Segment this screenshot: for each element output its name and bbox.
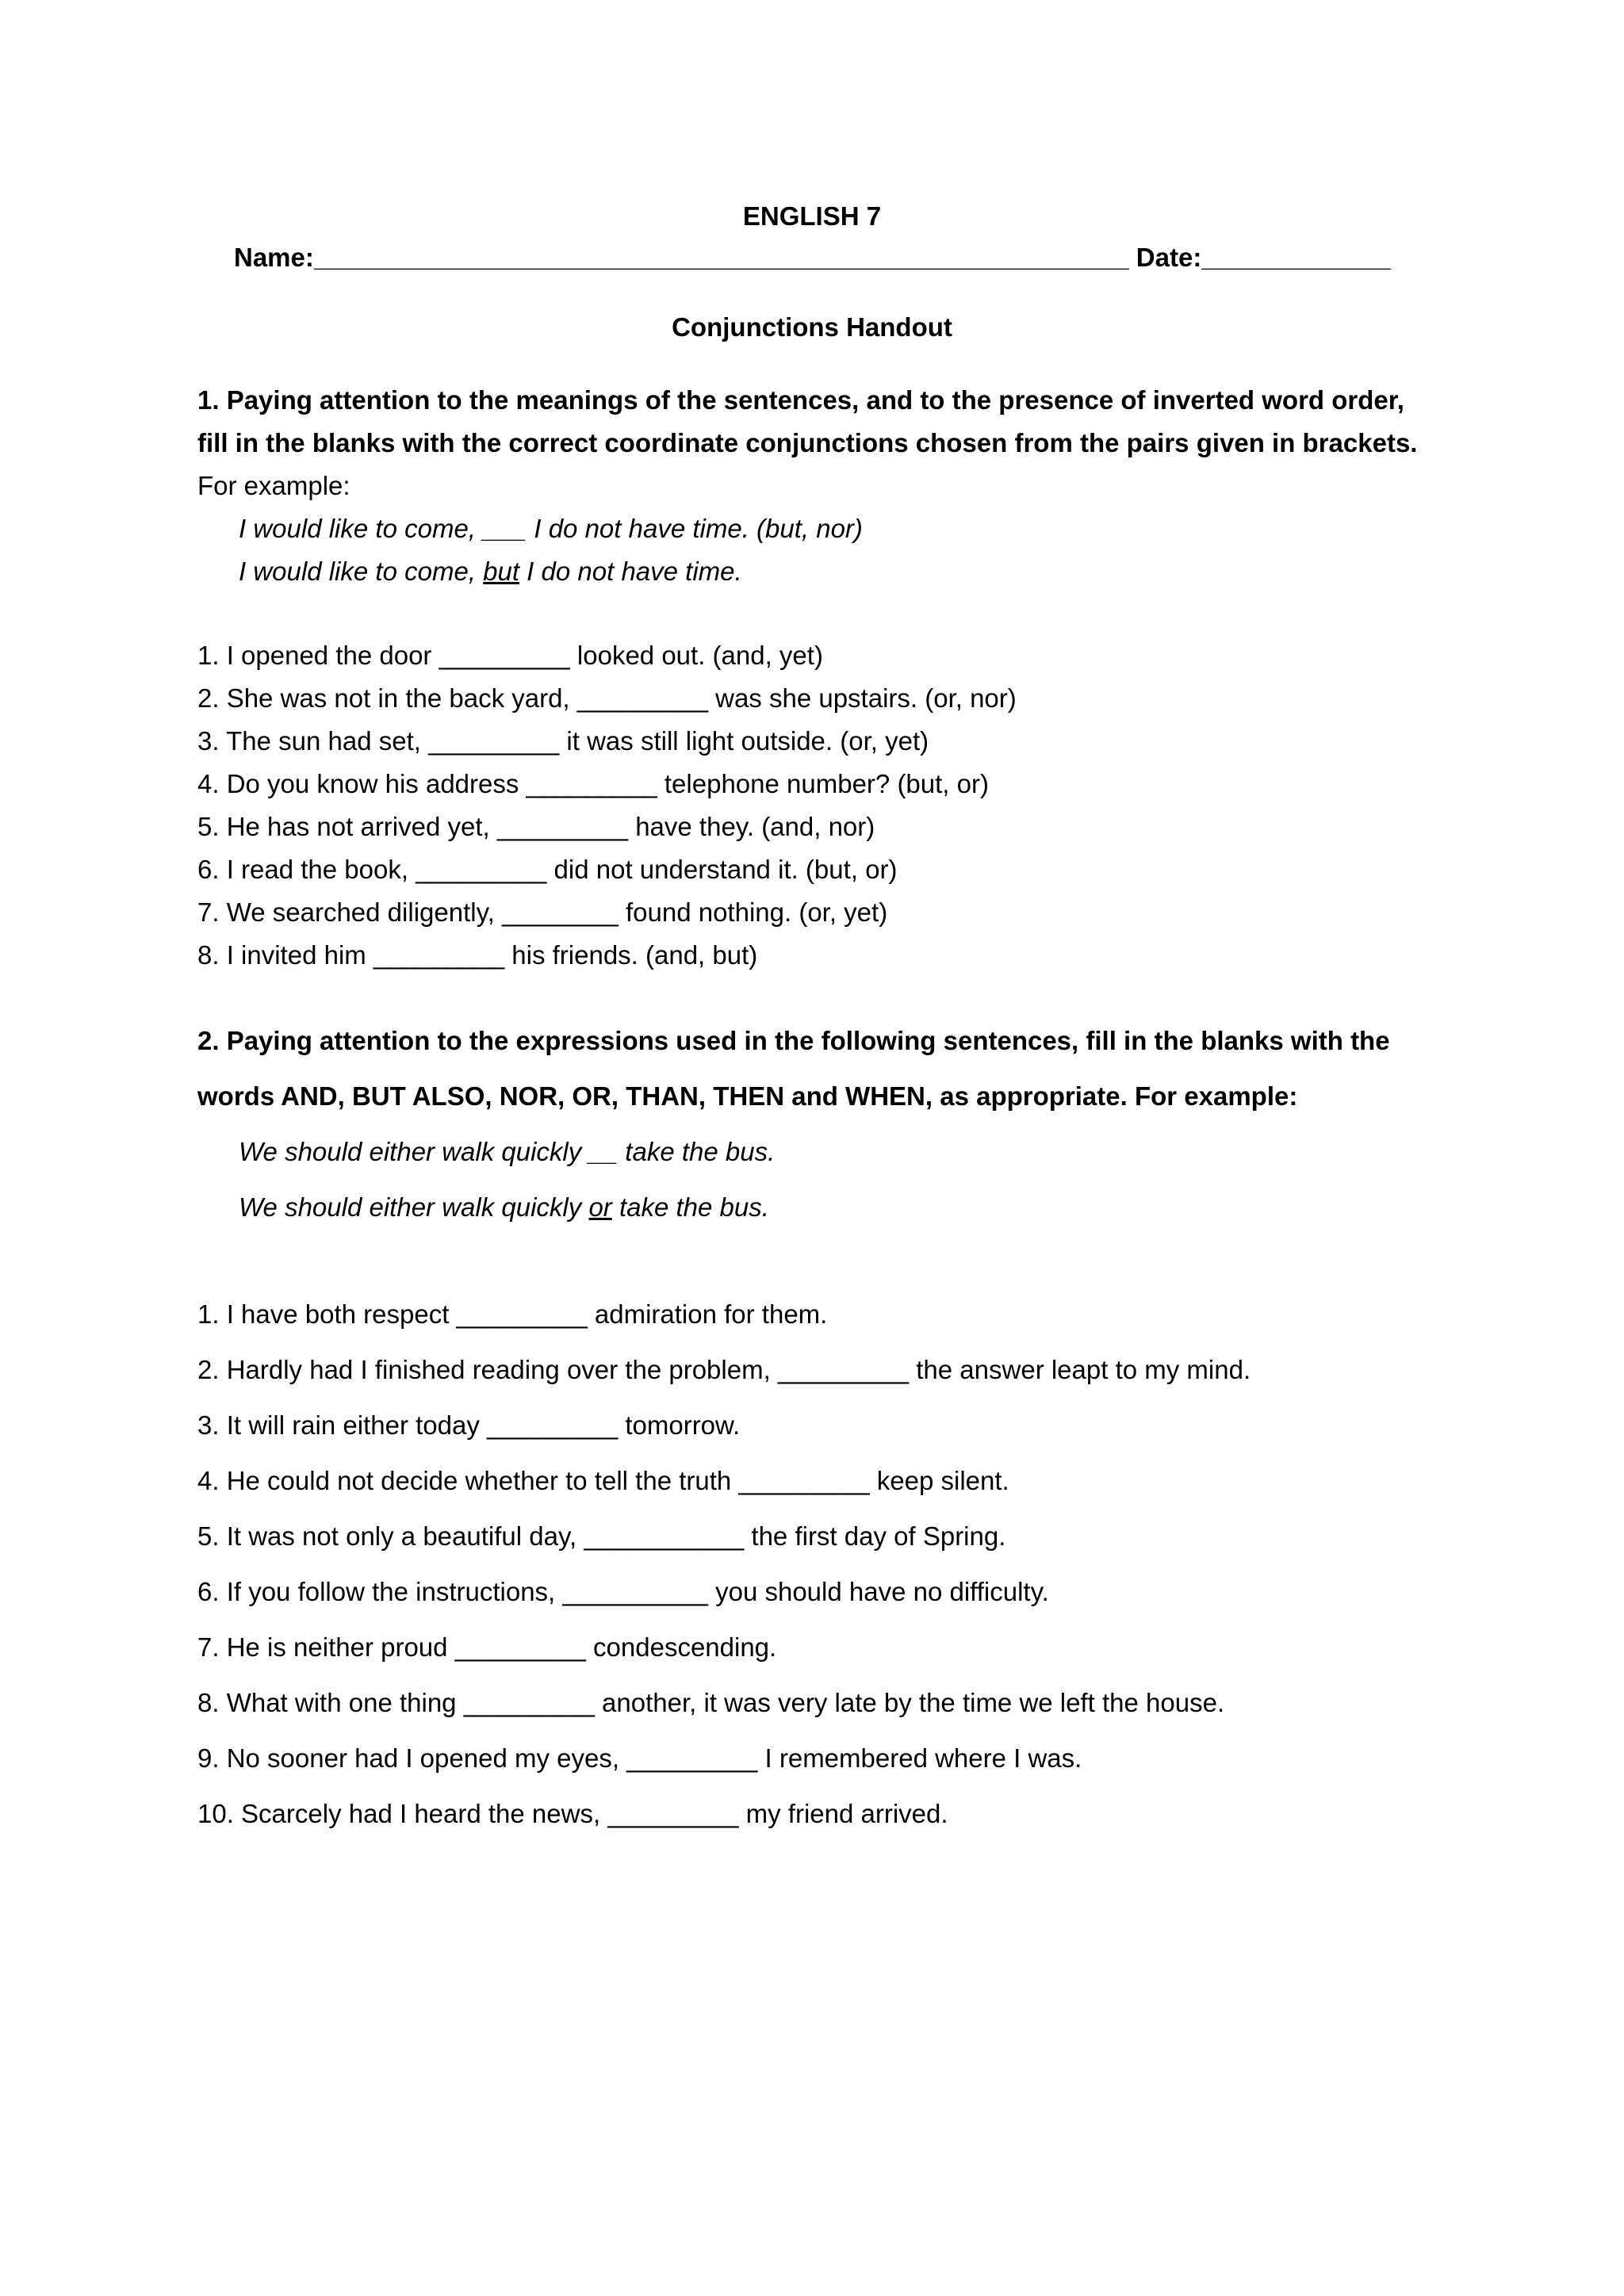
- handout-subtitle: Conjunctions Handout: [672, 312, 952, 342]
- exercise-item: 6. If you follow the instructions, __________ you should have no difficulty.: [197, 1577, 1049, 1606]
- exercise-item: 8. What with one thing _________ another, it was very late by the time we left the house.: [197, 1688, 1225, 1717]
- exercise-item: 4. He could not decide whether to tell the truth _________ keep silent.: [197, 1466, 1009, 1495]
- section2-list: [197, 1287, 1434, 1842]
- exercise-item: 3. The sun had set, _________ it was still light outside. (or, yet): [197, 726, 929, 756]
- exercise-item: 1. I have both respect _________ admiration for them.: [197, 1299, 828, 1329]
- section1-example-answer: [197, 550, 1434, 593]
- exercise-item: 10. Scarcely had I heard the news, _________ my friend arrived.: [197, 1799, 948, 1828]
- exercise-item: 7. We searched diligently, ________ found nothing. (or, yet): [197, 897, 888, 927]
- exercise-item: 2. Hardly had I finished reading over the problem, _________ the answer leapt to my mind.: [197, 1355, 1251, 1384]
- page-title: ENGLISH 7: [742, 201, 882, 231]
- exercise-item: 3. It will rain either today _________ tomorrow.: [197, 1410, 741, 1440]
- exercise-item: 9. No sooner had I opened my eyes, _________ I remembered where I was.: [197, 1743, 1082, 1773]
- example-text: I would like to come,: [239, 557, 484, 586]
- exercise-item: 6. I read the book, _________ did not understand it. (but, or): [197, 855, 898, 884]
- section1-list: [197, 634, 1434, 977]
- section2-example-question: We should either walk quickly __ take the bus.: [239, 1137, 776, 1166]
- section2-instructions: [197, 1013, 1434, 1235]
- example-text: We should either walk quickly: [239, 1192, 589, 1222]
- example-answer-word: or: [588, 1192, 612, 1222]
- exercise-item: 4. Do you know his address _________ telephone number? (but, or): [197, 769, 989, 798]
- exercise-item: 8. I invited him _________ his friends. (and, but): [197, 940, 758, 970]
- example-text: I do not have time.: [519, 557, 742, 586]
- section2-instruction-line: 2. Paying attention to the expressions used in the following sentences, fill in the blanks with the: [197, 1026, 1390, 1055]
- exercise-item: 2. She was not in the back yard, _________ was she upstairs. (or, nor): [197, 683, 1017, 713]
- section2-instruction-line: words AND, BUT ALSO, NOR, OR, THAN, THEN and WHEN, as appropriate. For example:: [197, 1081, 1298, 1111]
- example-label: For example:: [197, 471, 350, 500]
- section1-instruction-line: 1. Paying attention to the meanings of the sentences, and to the presence of inverted word order,: [197, 385, 1404, 415]
- name-date-line: Name:________________________________________________________ Date:_____________: [234, 243, 1391, 272]
- section2-example-answer: [197, 1180, 1434, 1235]
- section1-instruction-line: fill in the blanks with the correct coordinate conjunctions chosen from the pairs given in brackets.: [197, 428, 1418, 457]
- example-answer-word: but: [483, 557, 520, 586]
- exercise-item: 5. He has not arrived yet, _________ have they. (and, nor): [197, 812, 875, 841]
- exercise-item: 5. It was not only a beautiful day, ___________ the first day of Spring.: [197, 1521, 1006, 1551]
- exercise-item: 7. He is neither proud _________ condescending.: [197, 1632, 777, 1662]
- exercise-item: 1. I opened the door _________ looked out. (and, yet): [197, 641, 823, 670]
- section1-instructions: [197, 379, 1434, 593]
- example-text: take the bus.: [611, 1192, 769, 1222]
- section1-example-question: I would like to come, ___ I do not have time. (but, nor): [239, 514, 863, 543]
